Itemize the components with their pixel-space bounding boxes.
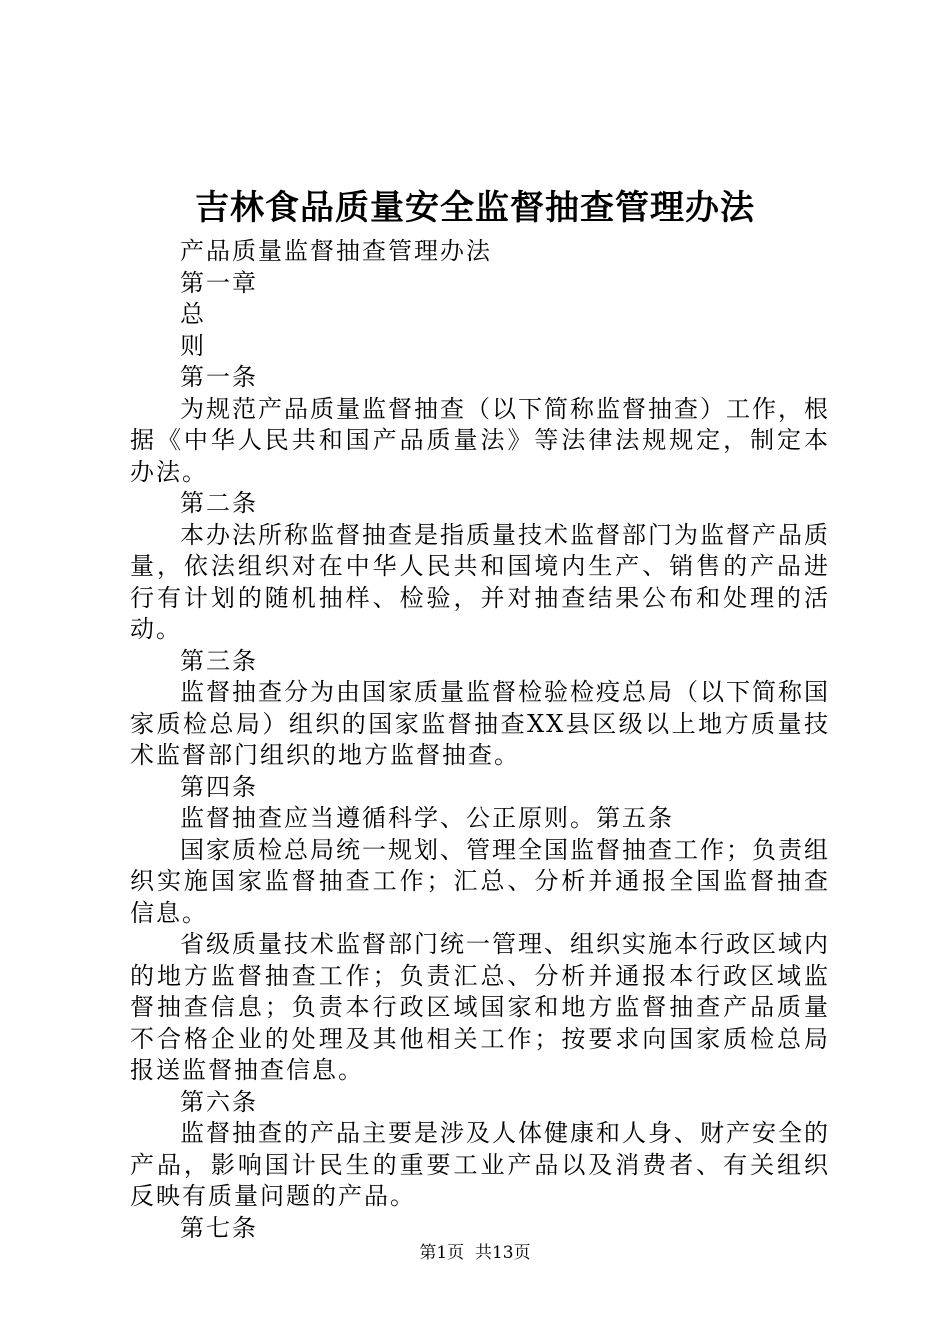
document-body bbox=[130, 236, 830, 1244]
paragraph: 总 bbox=[180, 300, 206, 328]
paragraph: 第三条 bbox=[180, 646, 258, 675]
document-title: 吉林食品质量安全监督抽查管理办法 bbox=[195, 188, 755, 228]
paragraph: 省级质量技术监督部门统一管理、组织实施本行政区域内的地方监督抽查工作；负责汇总、分析并通报本行政区域监督抽查信息；负责本行政区域国家和地方监督抽查产品质量不合格企业的处理及其他相关工作；按要求向国家质检总局报送监督抽查信息。 bbox=[130, 930, 830, 1084]
paragraph: 国家质检总局统一规划、管理全国监督抽查工作；负责组织实施国家监督抽查工作；汇总、分析并通报全国监督抽查信息。 bbox=[130, 835, 830, 927]
paragraph: 第七条 bbox=[180, 1213, 258, 1242]
paragraph: 第一章 bbox=[180, 268, 258, 297]
paragraph: 监督抽查应当遵循科学、公正原则。第五条 bbox=[180, 804, 674, 832]
page-footer bbox=[0, 1240, 950, 1266]
paragraph: 第二条 bbox=[180, 489, 258, 517]
paragraph: 第四条 bbox=[180, 772, 258, 801]
paragraph: 第一条 bbox=[180, 363, 258, 391]
paragraph: 则 bbox=[180, 331, 206, 360]
paragraph: 本办法所称监督抽查是指质量技术监督部门为监督产品质量，依法组织对在中华人民共和国境内生产、销售的产品进行有计划的随机抽样、检验，并对抽查结果公布和处理的活动。 bbox=[130, 520, 830, 643]
paragraph: 监督抽查的产品主要是涉及人体健康和人身、财产安全的产品，影响国计民生的重要工业产品以及消费者、有关组织反映有质量问题的产品。 bbox=[130, 1119, 830, 1210]
paragraph: 为规范产品质量监督抽查（以下简称监督抽查）工作，根据《中华人民共和国产品质量法》等法律法规规定，制定本办法。 bbox=[130, 394, 830, 486]
page-number-label: 第1页 共13页 bbox=[419, 1243, 531, 1263]
paragraph: 监督抽查分为由国家质量监督检验检疫总局（以下简称国家质检总局）组织的国家监督抽查XX县区级以上地方质量技术监督部门组织的地方监督抽查。 bbox=[130, 678, 830, 769]
paragraph: 第六条 bbox=[180, 1087, 258, 1116]
paragraph: 产品质量监督抽查管理办法 bbox=[180, 237, 492, 265]
